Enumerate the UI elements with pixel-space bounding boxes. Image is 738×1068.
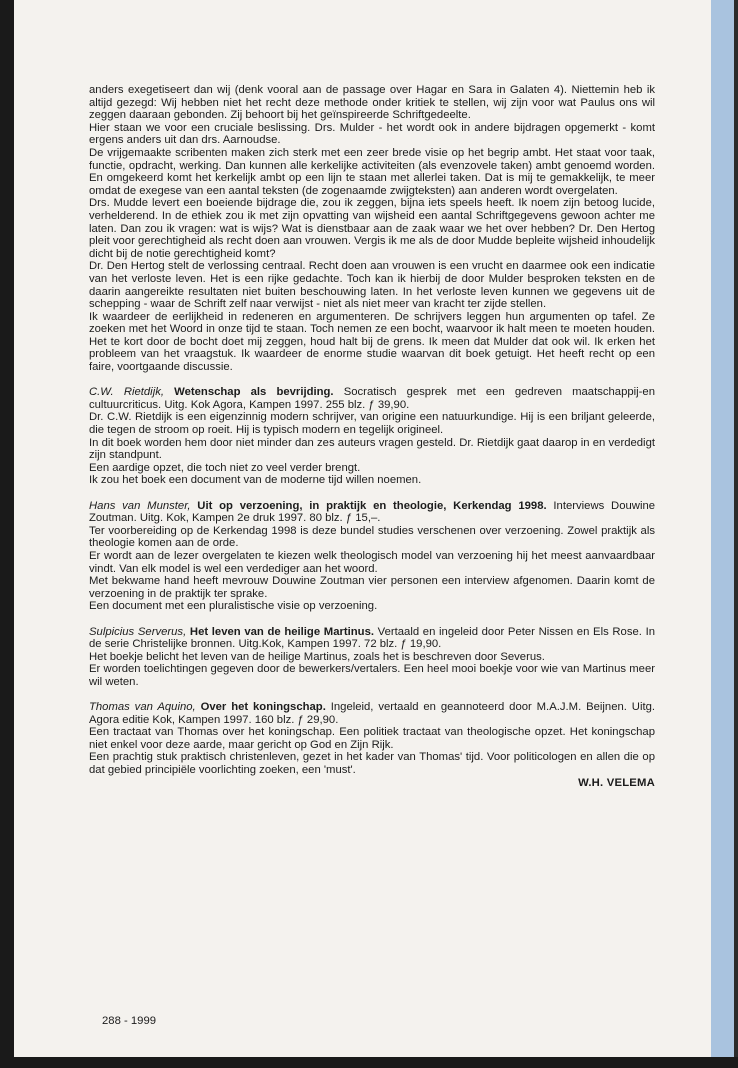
document-page	[14, 0, 711, 1057]
review-author: Sulpicius Serverus,	[89, 625, 187, 638]
review-author: Hans van Munster,	[89, 499, 191, 512]
review-paragraph: Er worden toelichtingen gegeven door de bewerkers/vertalers. Een heel mooi boekje voor wie van Martinus meer wil weten.	[89, 663, 655, 688]
review-title: Over het koningschap.	[200, 701, 326, 714]
review-details: Vertaald en ingeleid door Peter Nissen en Els Rose. In de serie Christelijke bronnen. Uitg.Kok, Kampen 1997. 72 blz. ƒ 19,90.	[89, 625, 655, 651]
review-paragraph: Ik zou het boek een document van de moderne tijd willen noemen.	[89, 474, 422, 487]
review-reference	[89, 386, 655, 411]
review-author: Thomas van Aquino,	[89, 701, 196, 714]
review-paragraph: Dr. C.W. Rietdijk is een eigenzinnig modern schrijver, van origine een natuurkundige. Hij is een briljant geleerde, die tegen de stroom op roeit. Hij is typisch modern en tegelijk origineel.	[89, 411, 655, 437]
review-van-aquino	[89, 701, 655, 777]
intro-paragraph: Hier staan we voor een cruciale beslissing. Drs. Mulder - het wordt ook in andere bijdragen opgemerkt - komt ergens anders uit dan drs. Aarnoudse.	[89, 121, 655, 147]
review-paragraph: Ter voorbereiding op de Kerkendag 1998 is deze bundel studies verschenen over verzoening. Zowel praktijk als theologie komen aan de orde.	[89, 524, 655, 550]
review-details: Socratisch gesprek met een gedreven maatschappij-en cultuurcriticus. Uitg. Kok Agora, Kampen 1997. 255 blz. ƒ 39,90.	[89, 386, 656, 411]
intro-paragraph: Dr. Den Hertog stelt de verlossing centraal. Recht doen aan vrouwen is een vrucht en daarmee ook een indicatie van het verloste leven. Het is een rijke gedachte. Toch kan ik hierbij de door Mulder besproken teksten en de daarin aangereikte resultaten niet buiten beschouwing laten. In het verloste leven kunnen we gegevens uit de schepping - waar de Schrift zelf naar verwijst - niet als niet meer van kracht ter zijde stellen.	[89, 260, 655, 311]
review-paragraph: Een prachtig stuk praktisch christenleven, gezet in het kader van Thomas' tijd. Voor politicologen en allen die op dat gebied principiële voorlichting zoeken, een 'must'.	[89, 751, 655, 777]
page-content	[89, 84, 655, 789]
intro-section	[89, 84, 655, 374]
review-paragraph: Een document met een pluralistische visie op verzoening.	[89, 600, 378, 613]
review-reference	[89, 500, 655, 525]
review-reference	[89, 626, 655, 651]
review-details: Ingeleid, vertaald en geannoteerd door M.A.J.M. Beijnen. Uitg. Agora editie Kok, Kampen 1997. 160 blz. ƒ 29,90.	[89, 701, 656, 726]
review-author: C.W. Rietdijk,	[89, 386, 164, 399]
intro-paragraph: Drs. Mudde levert een boeiende bijdrage die, zou ik zeggen, bijna iets speels heeft. Ik noem zijn betoog lucide, verhelderend. In de ethiek zou ik met zijn opvatting van wijsheid een aantal Schriftgegevens gewoon achter me laten. Dan zou ik vragen: wat is wijs? Wat is dienstbaar aan de zaak waar we het over hebben? Dr. Den Hertog pleit voor gerechtigheid als recht doen aan vrouwen. Vergis ik me als de door Mudde bepleite wijsheid inhoudelijk dicht bij de notie gerechtigheid komt?	[89, 197, 655, 260]
author-signature: W.H. VELEMA	[578, 776, 655, 789]
review-paragraph: Een tractaat van Thomas over het koningschap. Een politiek tractaat van theologische opzet. Het koningschap niet enkel voor deze aarde, maar gericht op God en Zijn Rijk.	[89, 726, 655, 751]
review-title: Wetenschap als bevrijding.	[174, 386, 334, 399]
intro-paragraph: anders exegetiseert dan wij (denk vooral aan de passage over Hagar en Sara in Galaten 4). Niettemin heb ik altijd gezegd: Wij hebben niet het recht deze methode onder kritiek te stellen, wij zijn voor wat Paulus ons wil zeggen daaraan gebonden. Zij behoort bij het geïnspireerde Schriftgedeelte.	[89, 84, 655, 122]
intro-paragraph: Ik waardeer de eerlijkheid in redeneren en argumenteren. De schrijvers leggen hun argumenten op tafel. Ze zoeken met het Woord in onze tijd te staan. Toch nemen ze een bocht, waarvoor ik halt meen te moeten houden. Het te kort door de bocht doet mij zeggen, houd halt bij de grens. Ik meen dat Mulder dat ook wil. Ik erken het probleem van het vraagstuk. Ik waardeer de enorme studie waarvan dit boek getuigt. Het heeft recht op een faire, voortgaande discussie.	[89, 310, 655, 374]
review-paragraph: Met bekwame hand heeft mevrouw Douwine Zoutman vier personen een interview afgenomen. Daarin komt de verzoening in de praktijk ter sprake.	[89, 575, 655, 600]
intro-paragraph: De vrijgemaakte scribenten maken zich sterk met een zeer brede visie op het begrip ambt. Het staat voor taak, functie, opdracht, werking. Dan kunnen alle kerkelijke activiteiten (als evenzovele taken) ambt genoemd worden. En omgekeerd komt het kerkelijk ambt op een lijn te staan met allerlei taken. Dat is mij te gemakkelijk, te meer omdat de exegese van een aantal teksten (de zogenaamde zwijgteksten) aan anderen wordt overgelaten.	[89, 146, 655, 197]
review-reference	[89, 701, 655, 726]
review-title: Het leven van de heilige Martinus.	[189, 625, 374, 638]
review-paragraph: Het boekje belicht het leven van de heilige Martinus, zoals het is beschreven door Severus.	[89, 650, 545, 663]
review-title: Uit op verzoening, in praktijk en theologie, Kerkendag 1998.	[197, 499, 547, 512]
review-paragraph: Er wordt aan de lezer overgelaten te kiezen welk theologisch model van verzoening hij het meest aanvaardbaar vindt. Van elk model is wel een verdediger aan het woord.	[89, 549, 655, 575]
review-paragraph: In dit boek worden hem door niet minder dan zes auteurs vragen gesteld. Dr. Rietdijk gaat daarop in en verdedigt zijn standpunt.	[89, 436, 655, 462]
review-van-munster	[89, 500, 655, 613]
review-serverus	[89, 626, 655, 689]
scan-right-border	[734, 0, 738, 1068]
scan-bottom-border	[0, 1057, 738, 1068]
review-rietdijk	[89, 386, 655, 487]
review-details: Interviews Douwine Zoutman. Uitg. Kok, Kampen 2e druk 1997. 80 blz. ƒ 15,–.	[89, 499, 656, 525]
scan-edge-strip	[711, 0, 734, 1068]
page-number: 288 - 1999	[102, 1015, 157, 1027]
review-paragraph: Een aardige opzet, die toch niet zo veel verder brengt.	[89, 461, 361, 474]
